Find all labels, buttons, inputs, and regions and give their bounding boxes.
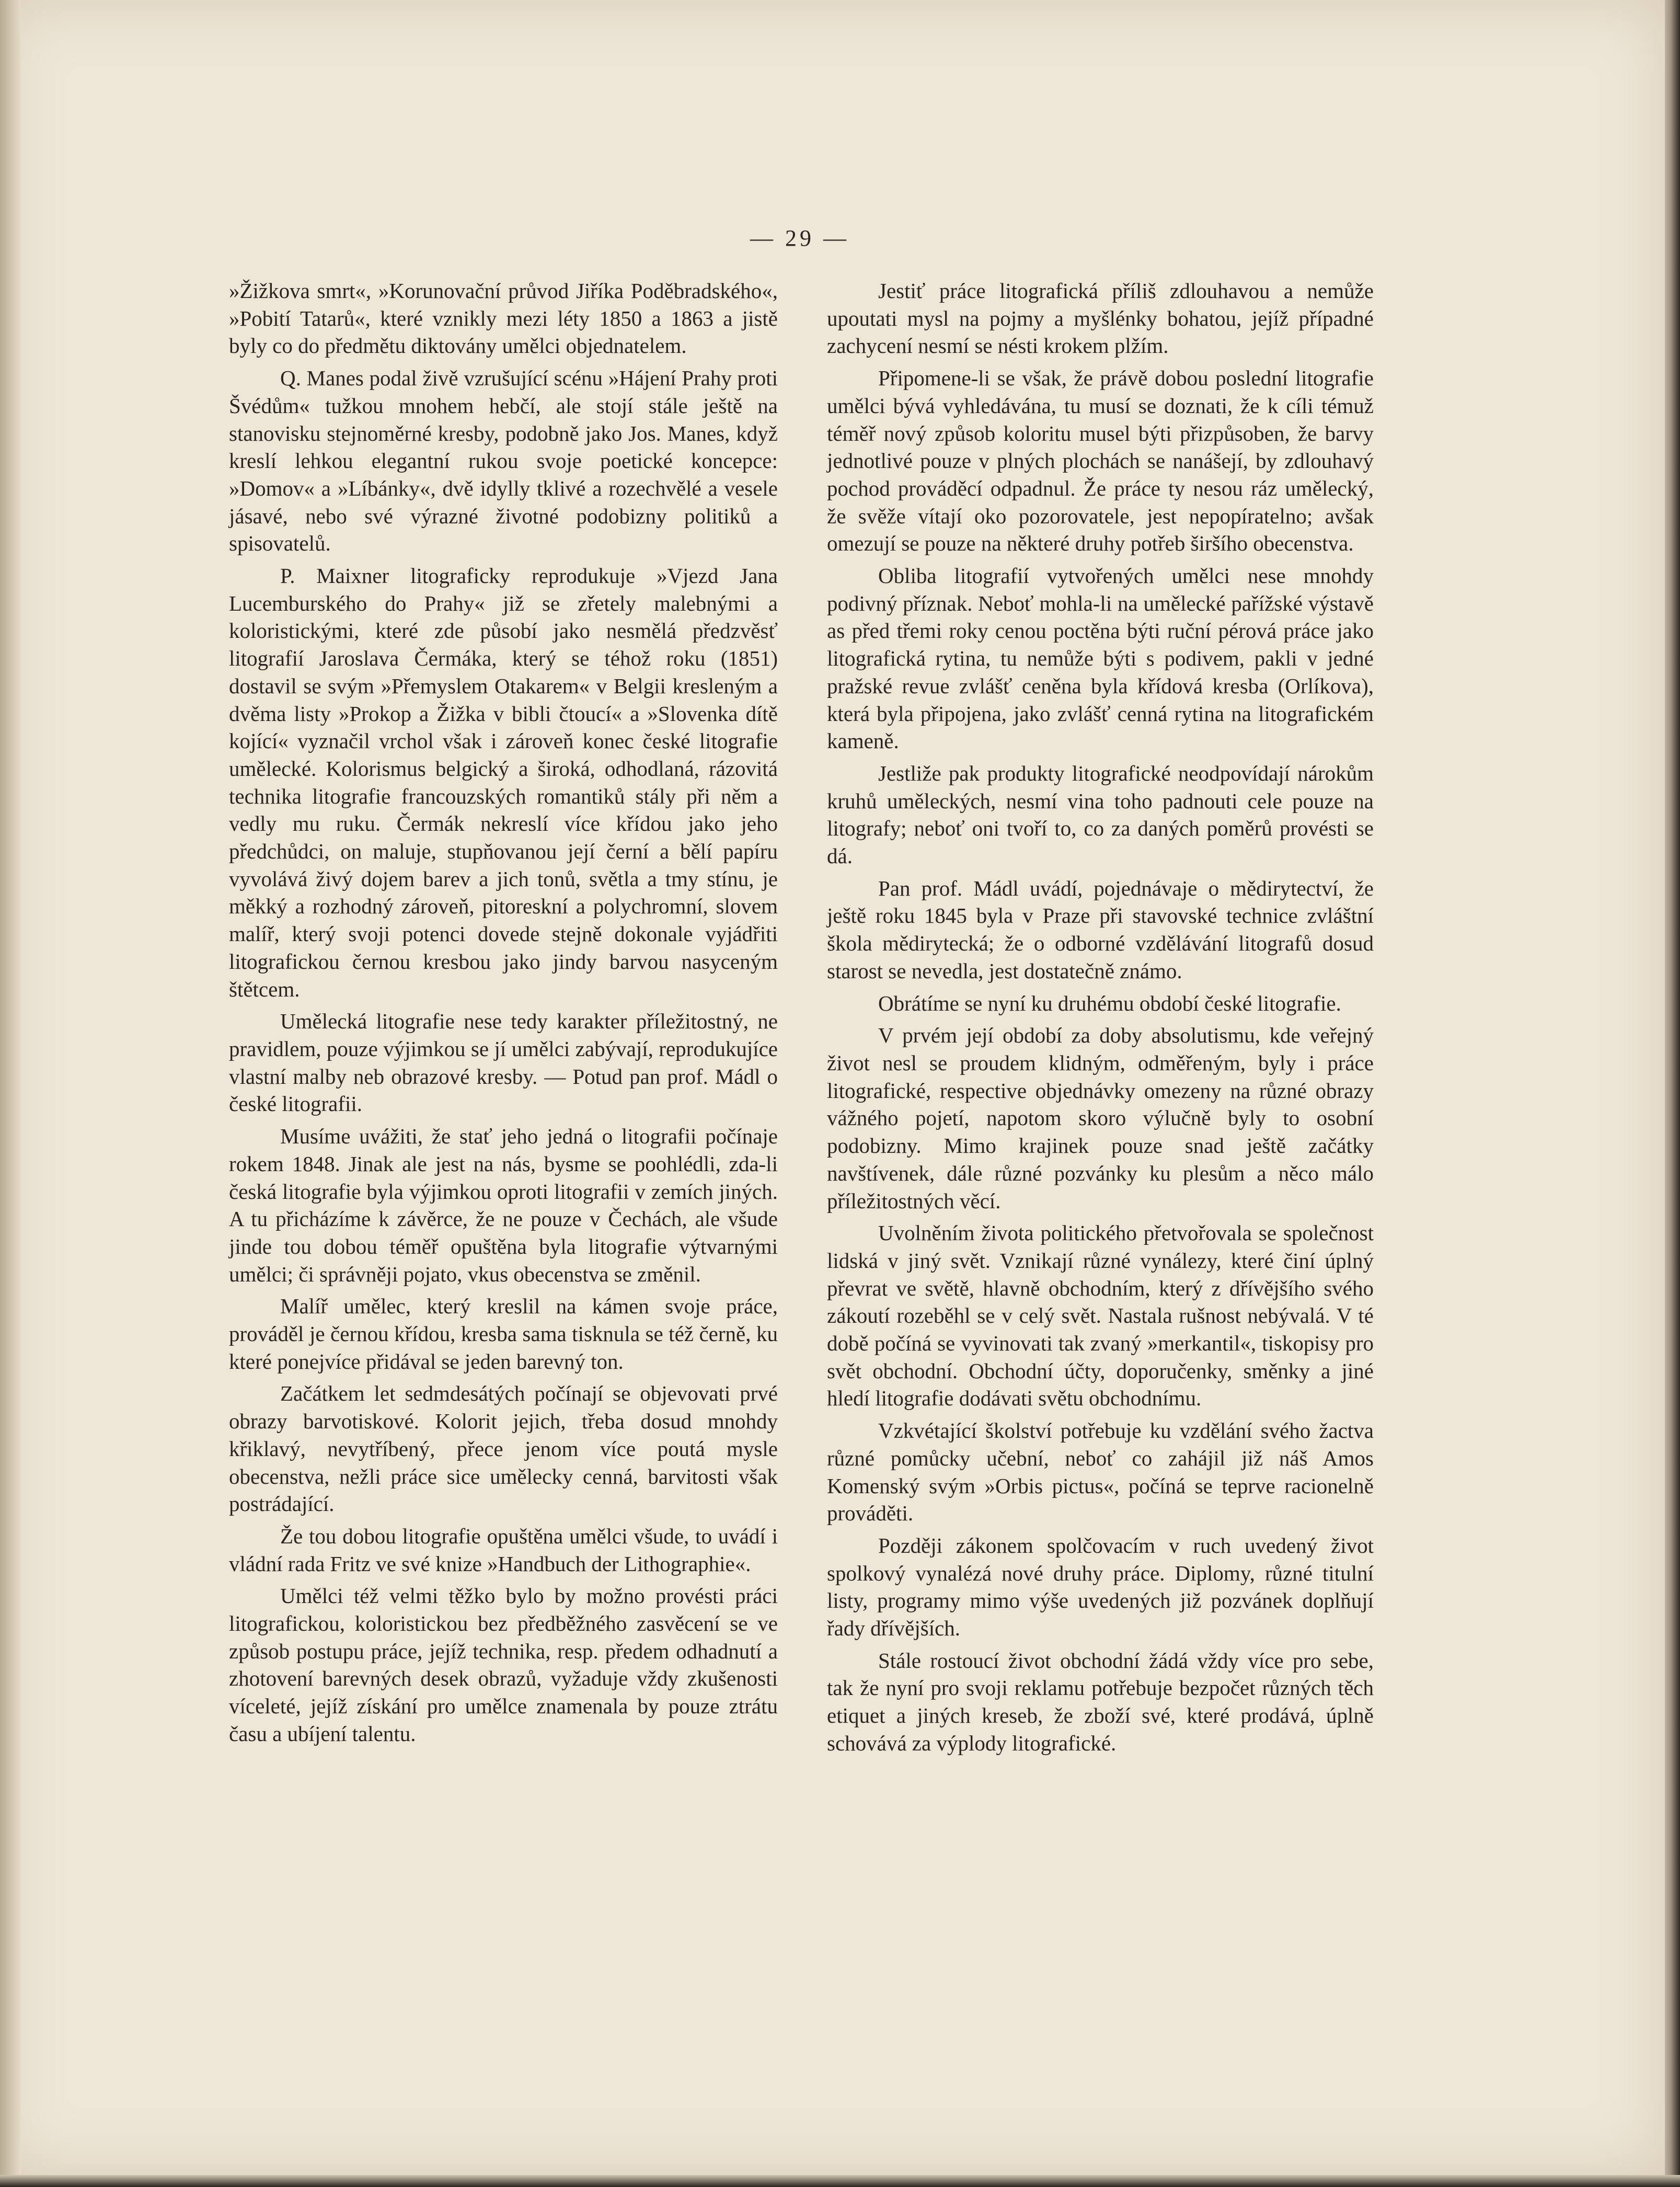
binding-gutter (0, 0, 21, 2175)
paragraph: Začátkem let sedmdesátých počínají se objevovati prvé obrazy barvotiskové. Kolorit jejich, třeba dosud mnohdy křiklavý, nevytříbený, přece jenom více poutá mysle obecenstva, nežli práce sice umělecky cenná, barvitosti však postrádající. (229, 1381, 778, 1516)
paragraph: Uvolněním života politického přetvořovala se společnost lidská v jiný svět. Vznikají různé vynálezy, které činí úplný převrat ve světě, hlavně obchodním, který z dřívějšího svého zákoutí rozeběhl se v celý svět. Nastala rušnost nebývalá. V té době počíná se vyvinovati tak zvaný »merkantil«, tiskopisy pro svět obchodní. Obchodní účty, doporučenky, směnky a jiné hledí litografie dodávati světu obchodnímu. (827, 1221, 1374, 1411)
paragraph: Stále rostoucí život obchodní žádá vždy více pro sebe, tak že nyní pro svoji reklamu potřebuje bezpočet různých těch etiquet a jiných kreseb, že zboží své, které prodává, úplně schovává za výplody litografické. (827, 1648, 1374, 1755)
paragraph: Obliba litografií vytvořených umělci nese mnohdy podivný příznak. Neboť mohla-li na umělecké pařížské výstavě as před třemi roky cenou poctěna býti ruční pérová práce jako litografická rytina, tu nemůže býti s podivem, pakli v jedné pražské revue zvlášť ceněna byla křídová kresba (Orlíkova), která byla připojena, jako zvlášť cenná rytina na litografickém kameně. (827, 564, 1374, 753)
left-text-column (229, 277, 778, 1753)
paragraph: Musíme uvážiti, že stať jeho jedná o litografii počínaje rokem 1848. Jinak ale jest na nás, bysme se poohlédli, zda-li česká litografie byla výjimkou oproti litografii v zemích jiných. A tu přicházíme k závěrce, že ne pouze v Čechách, ale všude jinde tou dobou téměř opuštěna byla litografie výtvarnými umělci; či správněji pojato, vkus obecenstva se změnil. (229, 1124, 778, 1286)
page-edge-right (1665, 0, 1680, 2187)
paragraph: Q. Manes podal živě vzrušující scénu »Hájení Prahy proti Švédům« tužkou mnohem hebčí, ale stojí stále ještě na stanovisku stejnoměrné kresby, podobně jako Jos. Manes, když kreslí lehkou elegantní rukou svoje poetické koncepce: »Domov« a »Líbánky«, dvě idylly tklivé a rozechvělé a vesele jásavé, nebo své výrazné životné podobizny politiků a spisovatelů. (229, 366, 778, 556)
paragraph: Jestliže pak produkty litografické neodpovídají nárokům kruhů uměleckých, nesmí vina toho padnouti cele pouze na litografy; neboť oni tvoří to, co za daných poměrů provésti se dá. (827, 761, 1374, 868)
right-text-column (827, 277, 1374, 1762)
paragraph: V prvém její období za doby absolutismu, kde veřejný život nesl se proudem klidným, odměřeným, byly i práce litografické, respective objednávky omezeny na různé obrazy vážného pojetí, napotom skoro výlučně byly to osobní podobizny. Mimo krajinek pouze snad ještě začátky navštívenek, dále různé pozvánky ku plesům a něco málo příležitostných věcí. (827, 1023, 1374, 1213)
page-number: — 29 — (750, 225, 849, 251)
paragraph: Umělci též velmi těžko bylo by možno provésti práci litografickou, koloristickou bez předběžného zasvěcení se ve způsob postupu práce, jejíž technika, resp. předem odhadnutí a zhotovení barevných desek obrazů, vyžaduje vždy zkušenosti víceleté, jejíž získání pro umělce znamenala by pouze ztrátu času a ubíjení talentu. (229, 1584, 778, 1746)
page-edge-bottom (0, 2175, 1680, 2187)
paragraph: Malíř umělec, který kreslil na kámen svoje práce, prováděl je černou křídou, kresba sama tisknula se též černě, ku které ponejvíce přidával se jeden barevný ton. (229, 1294, 778, 1373)
paragraph: Umělecká litografie nese tedy karakter příležitostný, ne pravidlem, pouze výjimkou se jí umělci zabývají, reprodukujíce vlastní malby neb obrazové kresby. — Potud pan prof. Mádl o české litografii. (229, 1009, 778, 1116)
paragraph: Že tou dobou litografie opuštěna umělci všude, to uvádí i vládní rada Fritz ve své knize »Handbuch der Lithographie«. (229, 1524, 778, 1576)
paragraph: Vzkvétající školství potřebuje ku vzdělání svého žactva různé pomůcky učební, neboť co zahájil již náš Amos Komenský svým »Orbis pictus«, počíná se teprve racionelně prováděti. (827, 1418, 1374, 1526)
paragraph: P. Maixner litograficky reprodukuje »Vjezd Jana Lucemburského do Prahy« již se zřetely malebnými a koloristickými, které zde působí jako nesmělá předzvěsť litografií Jaroslava Čermáka, který se téhož roku (1851) dostavil se svým »Přemyslem Otakarem« v Belgii kresleným a dvěma listy »Prokop a Žižka v bibli čtoucí« a »Slovenka dítě kojící« vyznačil vrchol však i zároveň konec české litografie umělecké. Kolorismus belgický a široká, odhodlaná, rázovitá technika litografie francouzských romantiků stály při něm a vedly mu ruku. Čermák nekreslí více křídou jako jeho předchůdci, on maluje, stupňovanou její černí a bělí papíru vyvolává živý dojem barev a jich tonů, světla a tmy stínu, je měkký a rozhodný zároveň, pitoreskní a polychromní, slovem malíř, který svoji potenci dovede stejně dokonale vyjádřiti litografickou černou kresbou jako jindy barvou nasyceným štětcem. (229, 564, 778, 1001)
paragraph: Později zákonem spolčovacím v ruch uvedený život spolkový vynalézá nové druhy práce. Diplomy, různé titulní listy, programy mimo výše uvedených již pozvánek doplňují řady dřívějších. (827, 1533, 1374, 1641)
paragraph: »Žižkova smrt«, »Korunovační průvod Jiříka Poděbradského«, »Pobití Tatarů«, které vznikly mezi léty 1850 a 1863 a jistě byly co do předmětu diktovány umělci objednatelem. (229, 279, 778, 358)
paragraph: Obrátíme se nyní ku druhému období české litografie. (878, 991, 1341, 1015)
paragraph: Pan prof. Mádl uvádí, pojednávaje o mědirytectví, že ještě roku 1845 byla v Praze při stavovské technice zvláštní škola mědirytecká; že o odborné vzdělávání litografů dosud starost se nevedla, jest dostatečně známo. (827, 876, 1374, 983)
paragraph: Připomene-li se však, že právě dobou poslední litografie umělci bývá vyhledávána, tu musí se doznati, že k cíli témuž téměř nový způsob koloritu musel býti přizpůsoben, že barvy jednotlivé pouze v plných plochách se nanášejí, by zdlouhavý pochod prováděcí odpadnul. Že práce ty nesou ráz umělecký, že svěže vítají oko pozorovatele, jest nepopíratelno; avšak omezují se pouze na některé druhy potřeb širšího obecenstva. (827, 366, 1374, 556)
paragraph: Jestiť práce litografická příliš zdlouhavou a nemůže upoutati mysl na pojmy a myšlénky bohatou, jejíž případné zachycení nesmí se nésti krokem plžím. (827, 279, 1374, 358)
